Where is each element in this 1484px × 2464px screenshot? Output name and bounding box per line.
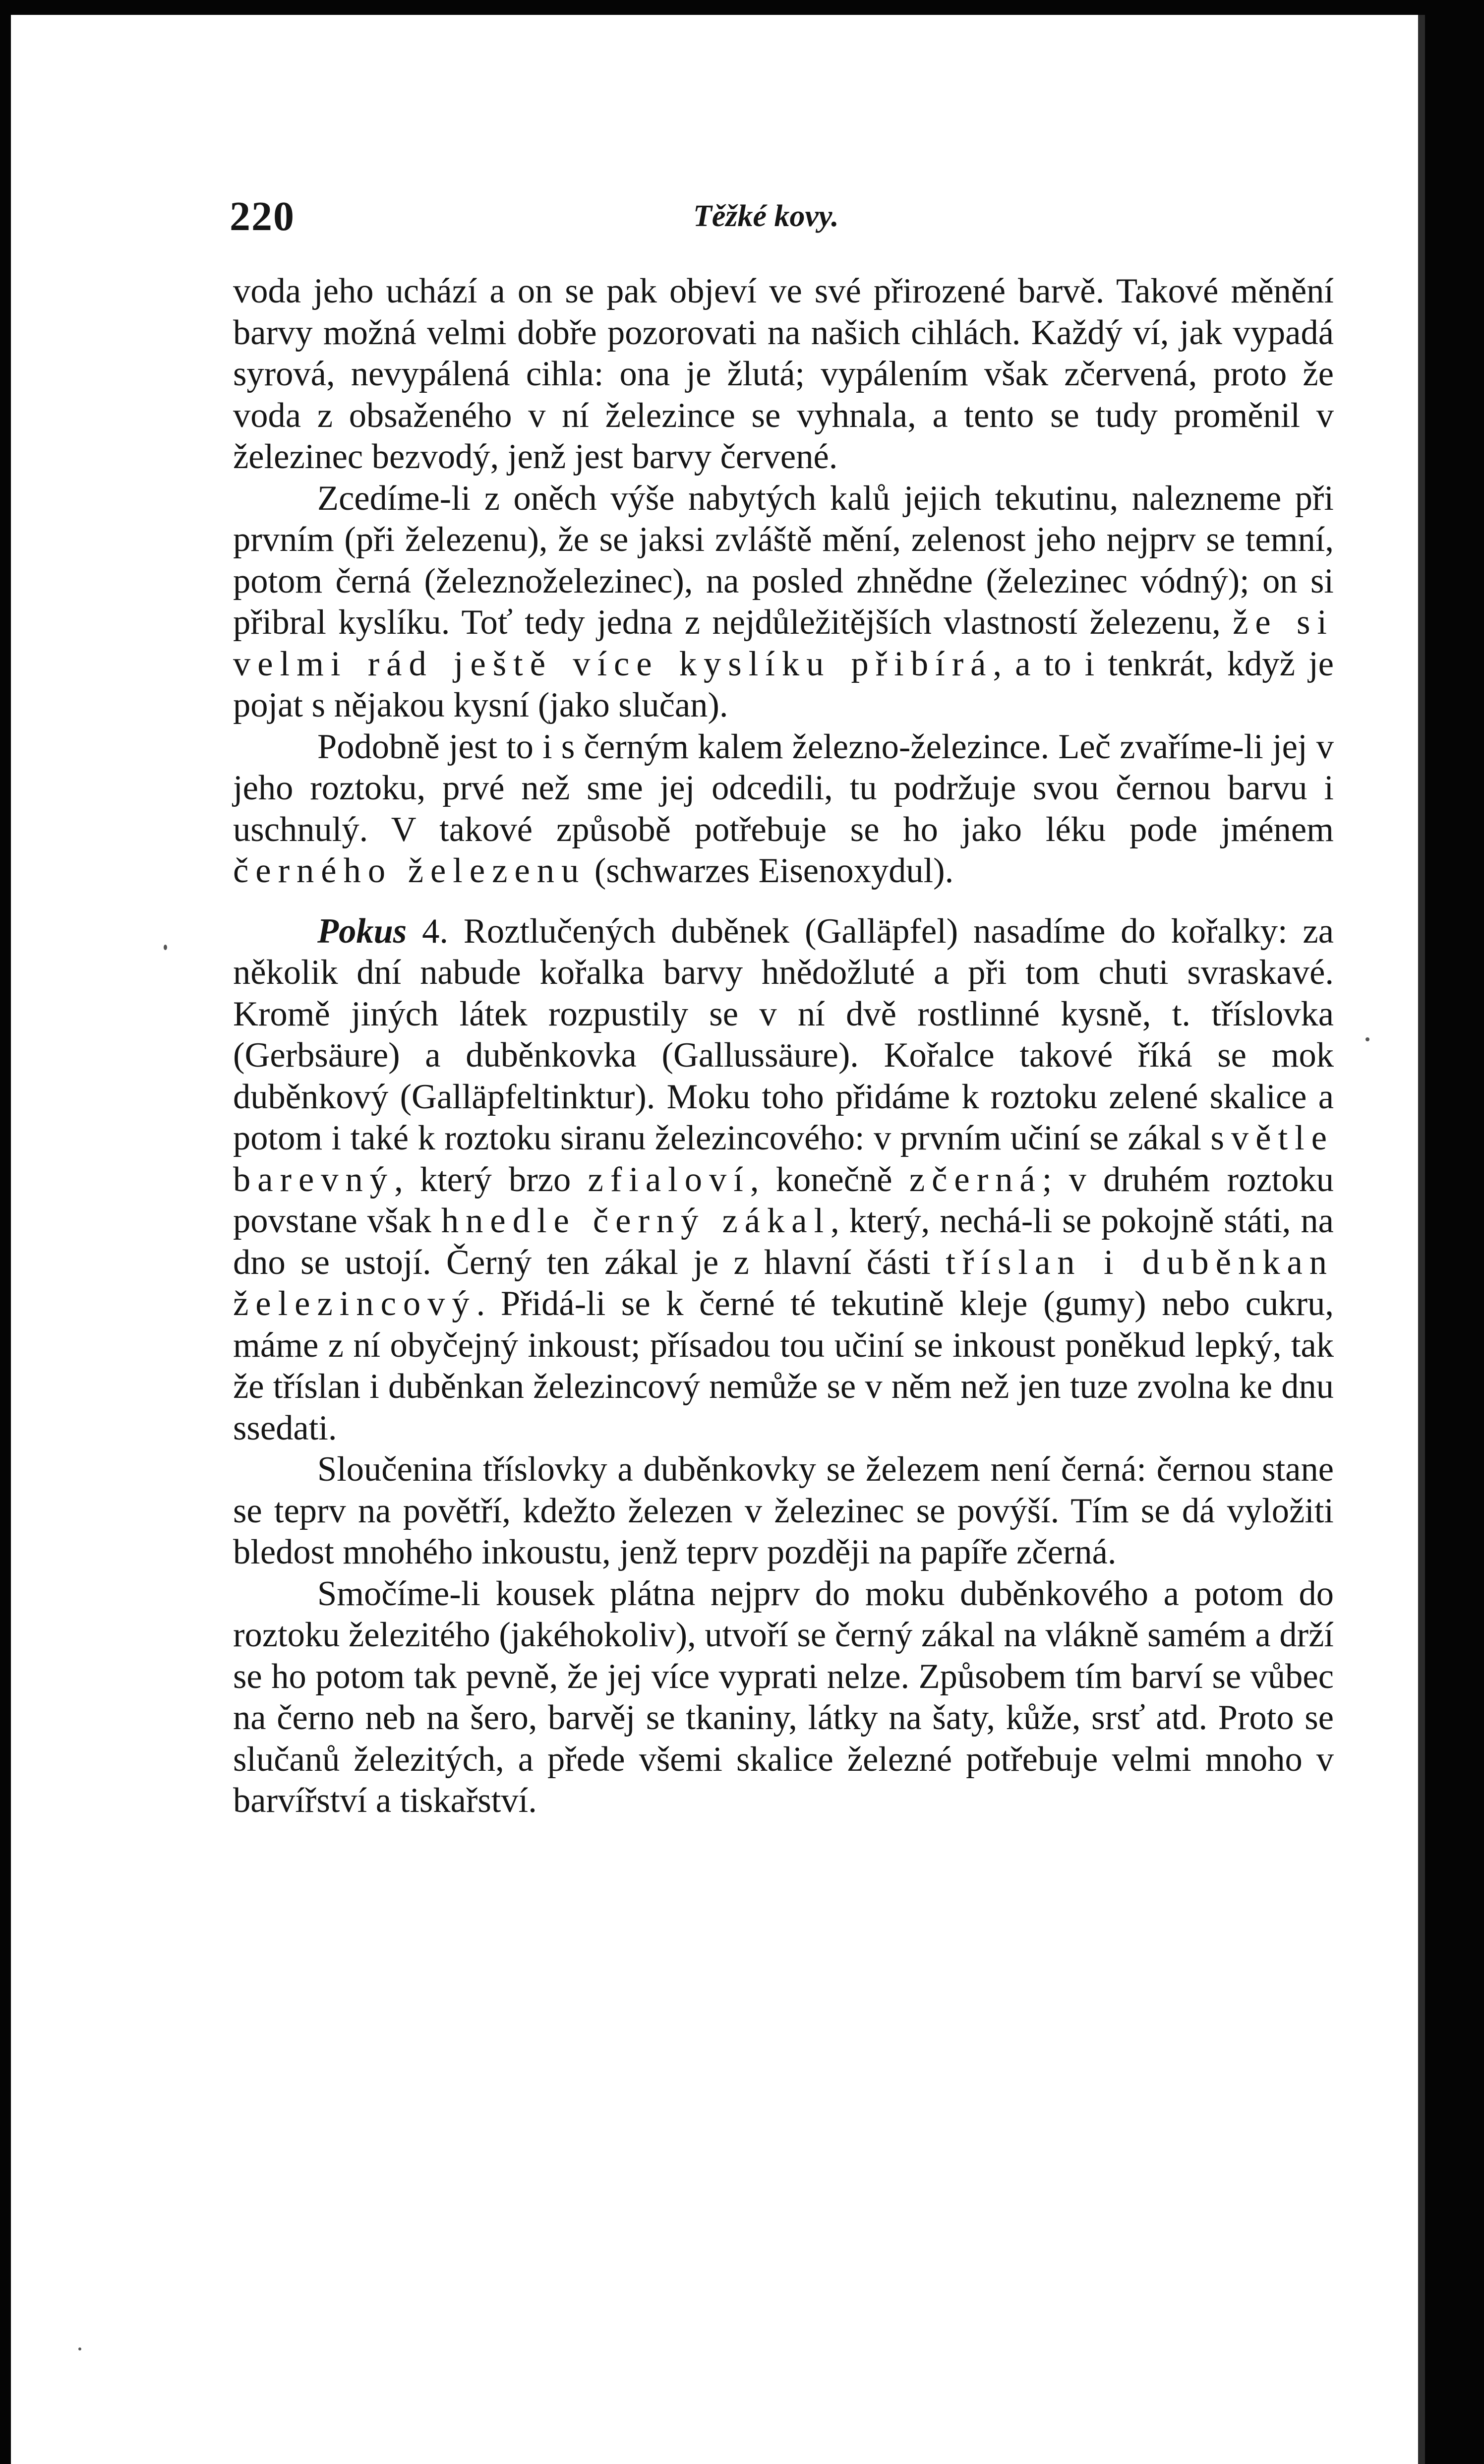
page-number: 220 bbox=[230, 193, 295, 240]
paragraph-4-emphasis-3: zčerná bbox=[909, 1160, 1042, 1199]
paragraph-2 bbox=[233, 478, 1334, 726]
paragraph-3-text-c: (schwarzes Eisenoxydul). bbox=[586, 851, 954, 890]
paragraph-3-emphasis: černého železenu bbox=[233, 851, 586, 890]
running-title: Těžké kovy. bbox=[693, 199, 839, 233]
scan-frame-right bbox=[1418, 0, 1484, 2464]
body-text bbox=[233, 271, 1334, 1822]
scan-speck-1 bbox=[164, 945, 167, 950]
scan-frame-gutter bbox=[1418, 15, 1425, 2464]
experiment-label: Pokus bbox=[317, 911, 407, 951]
paragraph-4 bbox=[233, 911, 1334, 1449]
paragraph-4-text-k: . Přidá-li se k černé té tekutině kleje (gumy) nebo cukru, máme z ní obyčejný inkoust; přísadou tou učiní se inkoust poněkud lepký, tak že tříslan i duběnkan železincový nemůže se v něm než jen tuze zvolna ke dnu ssedati. bbox=[233, 1284, 1334, 1447]
scan-speck-2 bbox=[1365, 1037, 1369, 1041]
paragraph-4-emphasis-2: zfialoví bbox=[588, 1160, 750, 1199]
paragraph-2-emphasis: že si velmi rád ještě více kyslíku přibírá bbox=[233, 603, 1334, 683]
paragraph-4-emphasis-1: světle barevný bbox=[233, 1119, 1334, 1199]
scan-speck-3 bbox=[78, 2347, 81, 2350]
paragraph-4-text-e: , konečně bbox=[750, 1160, 909, 1199]
paragraph-4-text-c: , který brzo bbox=[394, 1160, 588, 1199]
paragraph-5: Sloučenina tříslovky a duběnkovky se železem není černá: černou stane se teprv na povětří, kdežto železen v železinec se povýší. Tím se dá vyložiti bledost mnohého inkoustu, jenž teprv později na papíře zčerná. bbox=[233, 1450, 1334, 1571]
paragraph-2-text-c: , a to i tenkrát, když je pojat s nějakou kysní (jako slučan). bbox=[233, 644, 1334, 724]
paragraph-4-text-i: , který, nechá-li se pokojně státi, na dno se ustojí. Černý ten zákal je z hlavní části bbox=[233, 1202, 1334, 1282]
paragraph-4-text-a: 4. Roztlučených duběnek (Galläpfel) nasadíme do kořalky: za několik dní nabude kořalka barvy hnědožluté a při tom chuti svraskavé. Kromě jiných látek rozpustily se v ní dvě rostlinné kysně, t. tříslovka (Gerbsäure) a duběnkovka (Gallussäure). Kořalce takové říká se mok duběnkový (Galläpfeltinktur). Moku toho přidáme k roztoku zelené skalice a potom i také k roztoku siranu železincového: v prvním učiní se zákal bbox=[233, 911, 1334, 1157]
scan-frame-top bbox=[0, 0, 1484, 15]
paragraph-3 bbox=[233, 726, 1334, 892]
paragraph-3-text-a: Podobně jest to i s černým kalem železno-železince. Leč zvaříme-li jej v jeho roztoku, prvé než sme jej odcedili, tu podržuje svou černou barvu i uschnulý. V takové způsobě potřebuje se ho jako léku pode jménem bbox=[233, 727, 1334, 849]
paragraph-4-emphasis-4: hnedle černý zákal bbox=[441, 1202, 831, 1240]
paragraph-2-text-a: Zcedíme-li z oněch výše nabytých kalů jejich tekutinu, nalezneme při prvním (při železenu), že se jaksi zvláště mění, zelenost jeho nejprv se temní, potom černá (železnoželezinec), na posled zhnědne (železinec vódný); on si přibral kyslíku. Toť tedy jedna z nejdůležitějších vlastností železenu, bbox=[233, 479, 1334, 642]
scan-frame-left bbox=[0, 0, 11, 2464]
paragraph-4-emphasis-5: tříslan i duběnkan železincový bbox=[233, 1243, 1334, 1323]
paragraph-1: voda jeho uchází a on se pak objeví ve své přirozené barvě. Takové měnění barvy možná velmi dobře pozorovati na našich cihlách. Každý ví, jak vypadá syrová, nevypálená cihla: ona je žlutá; vypálením však zčervená, proto že voda z obsaženého v ní železince se vyhnala, a tento se tudy proměnil v železinec bezvodý, jenž jest barvy červené. bbox=[233, 272, 1334, 476]
paragraph-4-text-g: ; v druhém roztoku povstane však bbox=[233, 1160, 1334, 1240]
paragraph-6: Smočíme-li kousek plátna nejprv do moku duběnkového a potom do roztoku železitého (jakéhokoliv), utvoří se černý zákal na vlákně samém a drží se ho potom tak pevně, že jej více vyprati nelze. Způsobem tím barví se vůbec na černo neb na šero, barvěj se tkaniny, látky na šaty, kůže, srsť atd. Proto se slučanů železitých, a přede všemi skalice železné potřebuje velmi mnoho v barvířství a tiskařství. bbox=[233, 1574, 1334, 1820]
